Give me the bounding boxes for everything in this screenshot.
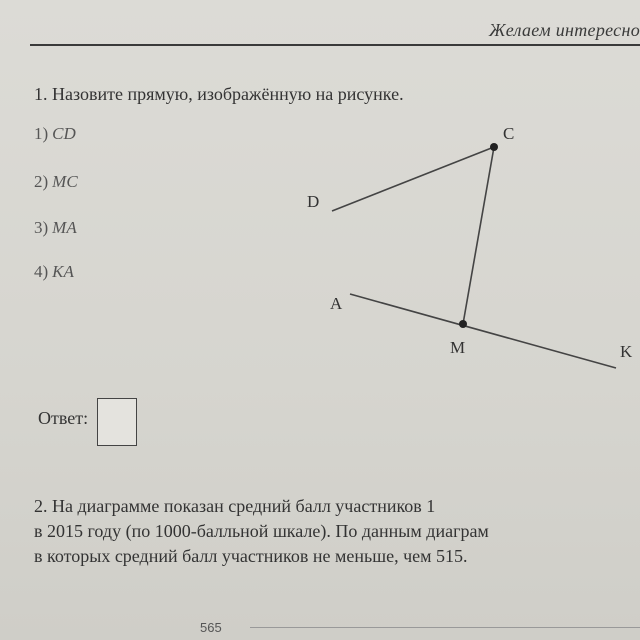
label-c: C <box>503 124 515 143</box>
option-3-value: MA <box>52 218 77 237</box>
answer-label: Ответ: <box>38 408 89 428</box>
answer-box[interactable] <box>97 398 137 446</box>
question-2-text <box>34 494 640 569</box>
page-number: 565 <box>200 620 222 635</box>
option-1-number: 1) <box>34 124 49 143</box>
label-d: D <box>307 192 320 211</box>
segment-cm <box>463 147 494 324</box>
option-3-number: 3) <box>34 218 49 237</box>
question-2-line-2: в 2015 году (по 1000-балльной шкале). По данным диаграм <box>34 521 489 541</box>
option-2-value: MC <box>52 172 78 191</box>
question-2-line-3: в которых средний балл участников не меньше, чем 515. <box>34 546 468 566</box>
label-a: A <box>330 294 343 313</box>
option-4-number: 4) <box>34 262 49 281</box>
label-k: K <box>620 342 633 361</box>
point-c <box>490 143 498 151</box>
option-4-value: KA <box>52 262 74 281</box>
option-1-value: CD <box>52 124 76 143</box>
label-m: M <box>450 338 466 357</box>
question-1-prompt: 1. Назовите прямую, изображённую на рисунке. <box>34 84 404 104</box>
footer-divider <box>250 627 640 628</box>
question-2-line-1: 2. На диаграмме показан средний балл участников 1 <box>34 496 436 516</box>
point-m <box>459 320 467 328</box>
line-ak <box>350 294 616 368</box>
page-header: Желаем интересно <box>488 20 640 40</box>
segment-dc <box>332 147 494 211</box>
option-2-number: 2) <box>34 172 49 191</box>
